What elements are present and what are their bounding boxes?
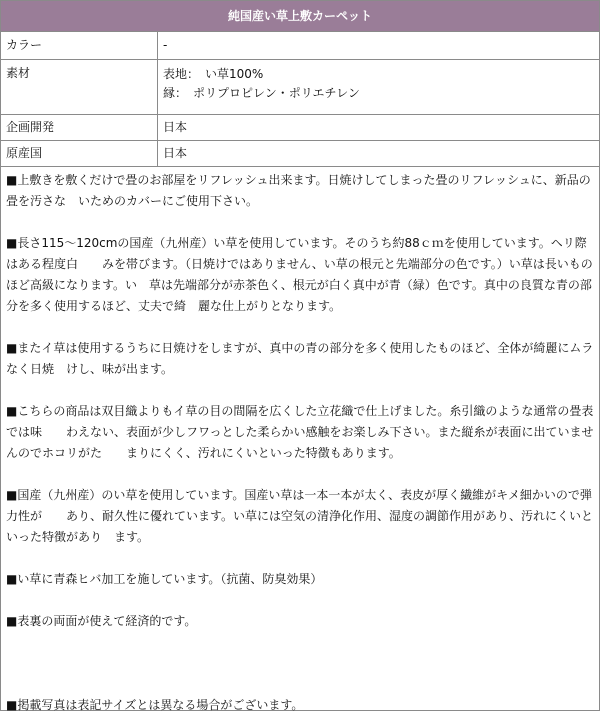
- table-row: [1, 141, 599, 167]
- description-paragraph: ■国産（九州産）のい草を使用しています。国産い草は一本一本が太く、表皮が厚く繊維がキメ細かいので弾力性が あり、耐久性に優れています。い草には空気の清浄化作用、湿度の調節作用があり、汚れにくいといった特徴があり ます。: [6, 488, 594, 544]
- description-paragraph: ■表裏の両面が使えて経済的です。: [6, 614, 197, 628]
- table-row: [1, 32, 599, 60]
- origin-label: 原産国: [1, 141, 158, 167]
- description-paragraph: ■またイ草は使用するうちに日焼けをしますが、真中の青の部分を多く使用したものほど、全体が綺麗にムラなく日焼 けし、味が出ます。: [6, 341, 594, 376]
- planning-label: 企画開発: [1, 115, 158, 141]
- table-row: [1, 115, 599, 141]
- table-row: [1, 60, 599, 115]
- material-face: 表地： い草100%: [163, 67, 264, 81]
- description-paragraph: ■い草に青森ヒバ加工を施しています。（抗菌、防臭効果）: [6, 572, 323, 586]
- description-paragraph: ■長さ115〜120cmの国産（九州産）い草を使用しています。そのうち約88ｃｍを使用しています。ヘリ際はある程度白 みを帯びます。（日焼けではありません、い草の根元と先端部分の色です。）い草は長いものほど高級になります。い 草は先端部分が赤茶色く、根元が白く真中が青（緑）色です。真中の良質な青の部分を多く使用するほど、丈夫で綺 麗な仕上がりとなります。: [6, 236, 593, 313]
- product-title: 純国産い草上敷カーペット: [1, 1, 599, 32]
- product-description: [1, 167, 599, 710]
- material-label: 素材: [1, 60, 158, 115]
- planning-value: 日本: [158, 115, 600, 141]
- material-edge: 縁： ポリプロピレン・ポリエチレン: [163, 86, 360, 100]
- description-paragraph: ■こちらの商品は双目織よりもイ草の目の間隔を広くした立花織で仕上げました。糸引織のような通常の畳表では味 わえない、表面が少しフワっとした柔らかい感触をお楽しみ下さい。また縦糸が表面に出ていませんのでホコリがた まりにくく、汚れにくいといった特徴もあります。: [6, 404, 594, 460]
- origin-value: 日本: [158, 141, 600, 167]
- description-paragraph: ■上敷きを敷くだけで畳のお部屋をリフレッシュ出来ます。日焼けしてしまった畳のリフレッシュに、新品の畳を汚さな いためのカバーにご使用下さい。: [6, 173, 591, 208]
- description-paragraph: ■掲載写真は表記サイズとは異なる場合がございます。: [6, 698, 304, 712]
- material-value: [158, 60, 600, 115]
- spec-table: [1, 32, 599, 167]
- color-label: カラー: [1, 32, 158, 60]
- color-value: -: [158, 32, 600, 60]
